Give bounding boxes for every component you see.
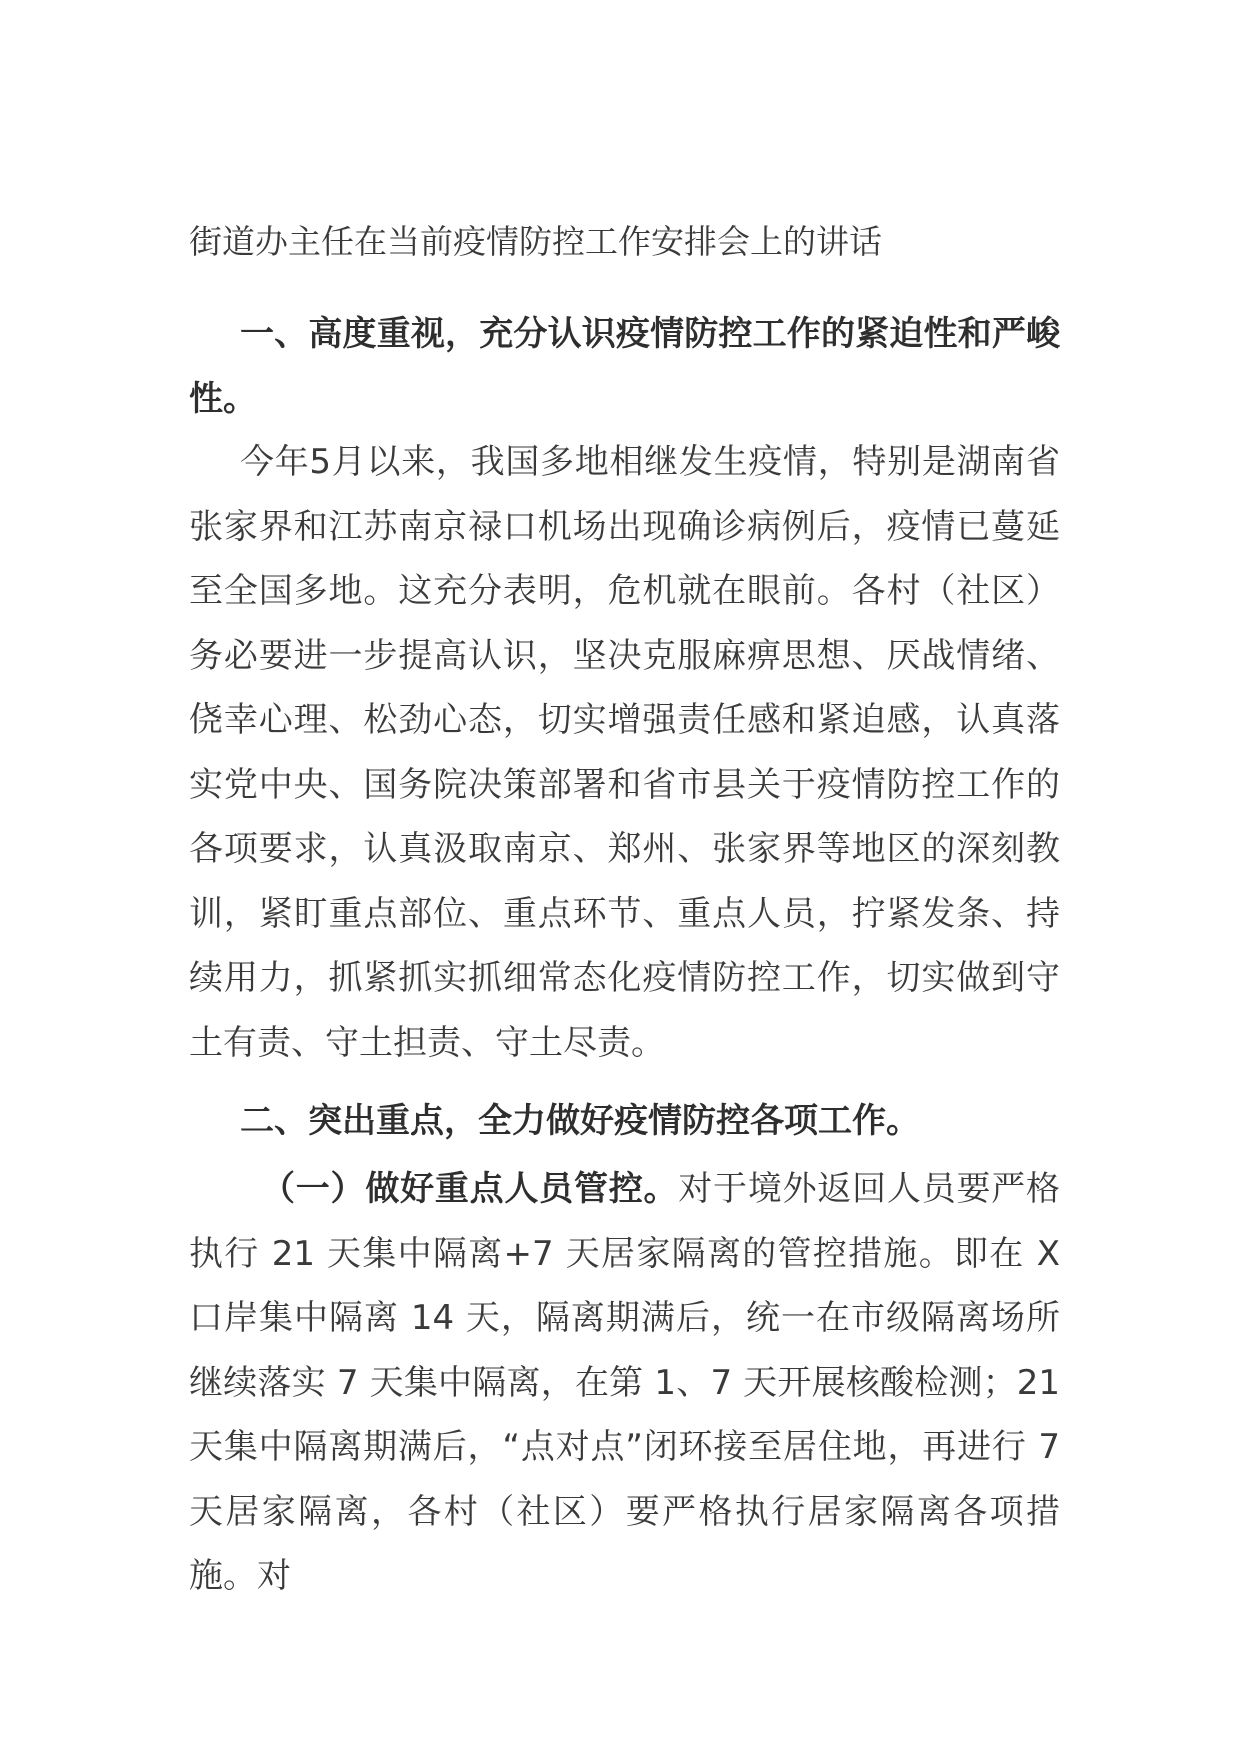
section-2-heading: 二、突出重点，全力做好疫情防控各项工作。 xyxy=(240,1101,920,1141)
subsection-1-lead: （一）做好重点人员管控。 xyxy=(261,1169,679,1209)
section-1-paragraph: 今年5月以来，我国多地相继发生疫情，特别是湖南省张家界和江苏南京禄口机场出现确诊病例后，疫情已蔓延至全国多地。这充分表明，危机就在眼前。各村（社区）务必要进一步提高认识，坚决克服麻痹思想、厌战情绪、侥幸心理、松劲心态，切实增强责任感和紧迫感，认真落实党中央、国务院决策部署和省市县关于疫情防控工作的各项要求，认真汲取南京、郑州、张家界等地区的深刻教训，紧盯重点部位、重点环节、重点人员，拧紧发条、持续用力，抓紧抓实抓细常态化疫情防控工作，切实做到守土有责、守土担责、守土尽责。 xyxy=(189,442,1060,1063)
subsection-1-text: 对于境外返回人员要严格执行 21 天集中隔离+7 天居家隔离的管控措施。即在 X 口岸集中隔离 14 天，隔离期满后，统一在市级隔离场所继续落实 7 天集中隔离，在第 1、7 天开展核酸检测；21 天集中隔离期满后，“点对点”闭环接至居住地，再进行 7 天居家隔离，各村（社区）要严格执行居家隔离各项措施。对 xyxy=(189,1169,1061,1596)
subsection-1-paragraph xyxy=(189,1157,1060,1609)
document-title: 街道办主任在当前疫情防控工作安排会上的讲话 xyxy=(189,222,882,261)
section-1-heading: 一、高度重视，充分认识疫情防控工作的紧迫性和严峻性。 xyxy=(189,314,1060,419)
